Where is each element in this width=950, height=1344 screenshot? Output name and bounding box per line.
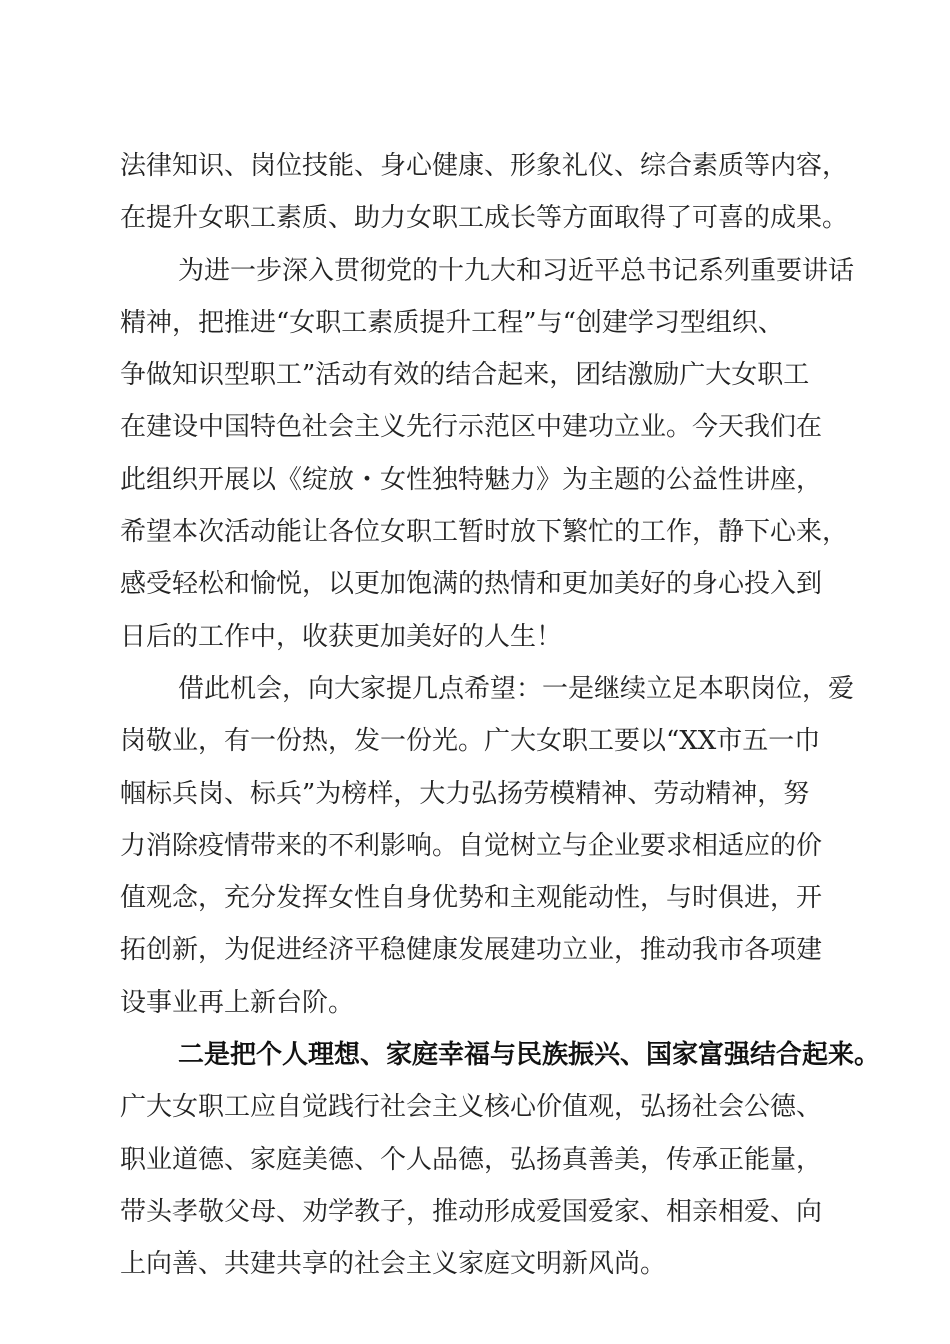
text-line: 希望本次活动能让各位女职工暂时放下繁忙的工作，静下心来， bbox=[120, 517, 849, 548]
text-line: 设事业再上新台阶。 bbox=[120, 987, 355, 1018]
text-line: 精神，把推进“女职工素质提升工程”与“创建学习型组织、 bbox=[120, 307, 784, 338]
text-line: 值观念，充分发挥女性自身优势和主观能动性，与时俱进，开 bbox=[120, 883, 823, 914]
bold-heading-line: 二是把个人理想、家庭幸福与民族振兴、国家富强结合起来。 bbox=[178, 1040, 881, 1071]
text-line: 广大女职工应自觉践行社会主义核心价值观，弘扬社会公德、 bbox=[120, 1092, 823, 1123]
document-body bbox=[120, 140, 881, 1291]
text-line: 拓创新，为促进经济平稳健康发展建功立业，推动我市各项建 bbox=[120, 935, 823, 966]
text-line: 帼标兵岗、标兵”为榜样，大力弘扬劳模精神、劳动精神，努 bbox=[120, 778, 810, 809]
paragraph-first-line: 借此机会，向大家提几点希望：一是继续立足本职岗位，爱 bbox=[178, 673, 855, 704]
text-line: 上向善、共建共享的社会主义家庭文明新风尚。 bbox=[120, 1249, 667, 1280]
text-line: 日后的工作中，收获更加美好的人生！ bbox=[120, 621, 563, 652]
paragraph-first-line: 为进一步深入贯彻党的十九大和习近平总书记系列重要讲话 bbox=[178, 255, 855, 286]
text-line: 法律知识、岗位技能、身心健康、形象礼仪、综合素质等内容， bbox=[120, 151, 849, 181]
text-line: 职业道德、家庭美德、个人品德，弘扬真善美，传承正能量， bbox=[120, 1144, 823, 1175]
text-line: 力消除疫情带来的不利影响。自觉树立与企业要求相适应的价 bbox=[120, 830, 823, 861]
text-line: 在提升女职工素质、助力女职工成长等方面取得了可喜的成果。 bbox=[120, 203, 849, 234]
text-line: 岗敬业，有一份热，发一份光。广大女职工要以“XX市五一巾 bbox=[120, 726, 821, 757]
text-line: 带头孝敬父母、劝学教子，推动形成爱国爱家、相亲相爱、向 bbox=[120, 1196, 823, 1227]
text-line: 在建设中国特色社会主义先行示范区中建功立业。今天我们在 bbox=[120, 412, 823, 443]
text-line: 此组织开展以《绽放・女性独特魅力》为主题的公益性讲座， bbox=[120, 464, 823, 495]
text-line: 感受轻松和愉悦，以更加饱满的热情和更加美好的身心投入到 bbox=[120, 569, 823, 600]
text-line: 争做知识型职工”活动有效的结合起来，团结激励广大女职工 bbox=[120, 360, 810, 391]
